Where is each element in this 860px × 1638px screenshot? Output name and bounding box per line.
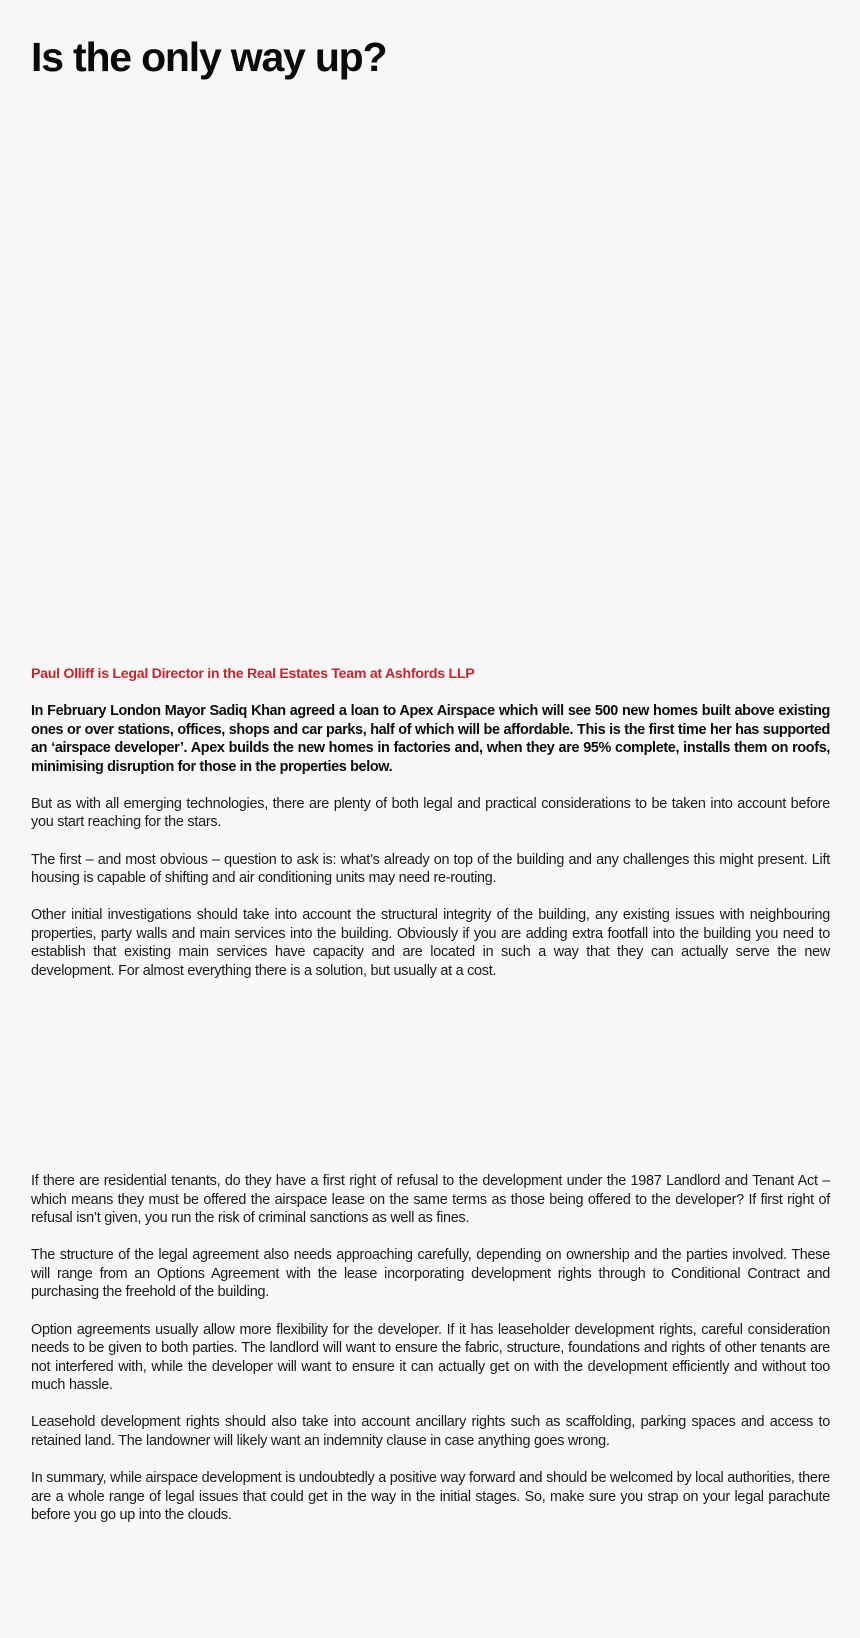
body-paragraph: The first – and most obvious – question to ask is: what’s already on top of the building and any challenges this might present. Lift housing is capable of shifting and air conditioning units may need re-routing. [31, 851, 830, 887]
body-paragraph: Option agreements usually allow more flexibility for the developer. If it has leaseholder development rights, careful consideration needs to be given to both parties. The landlord will want to ensure the fabric, structure, foundations and rights of other tenants are not interfered with, while the developer will want to ensure it can actually get on with the development efficiently and without too much hassle. [31, 1321, 830, 1394]
body-paragraph: In summary, while airspace development is undoubtedly a positive way forward and should be welcomed by local authorities, there are a whole range of legal issues that could get in the way in the initial stages. So, make sure you strap on your legal parachute before you go up into the clouds. [31, 1470, 830, 1524]
body-paragraph: Other initial investigations should take into account the structural integrity of the building, any existing issues with neighbouring properties, party walls and main services into the building. Obviously if you are adding extra footfall into the building you need to establish that existing main services have capacity and are located in such a way that they can actually serve the new development. For almost everything there is a solution, but usually at a cost. [31, 907, 830, 980]
author-byline: Paul Olliff is Legal Director in the Real Estates Team at Ashfords LLP [31, 666, 475, 682]
article-body-bottom [31, 1172, 830, 1543]
body-paragraph: Leasehold development rights should also take into account ancillary rights such as scaffolding, parking spaces and access to retained land. The landowner will likely want an indemnity clause in case anything goes wrong. [31, 1414, 830, 1450]
lead-paragraph: In February London Mayor Sadiq Khan agreed a loan to Apex Airspace which will see 500 new homes built above existing ones or over stations, offices, shops and car parks, half of which will be affordable. This is the first time her has supported an ‘airspace developer’. Apex builds the new homes in factories and, when they are 95% complete, installs them on roofs, minimising disruption for those in the properties below. [31, 703, 830, 775]
article-title: Is the only way up? [31, 34, 387, 80]
body-paragraph: If there are residential tenants, do they have a first right of refusal to the development under the 1987 Landlord and Tenant Act – which means they must be offered the airspace lease on the same terms as those being offered to the developer? If first right of refusal isn’t given, you run the risk of criminal sanctions as well as fines. [31, 1173, 830, 1227]
body-paragraph: But as with all emerging technologies, there are plenty of both legal and practical considerations to be taken into account before you start reaching for the stars. [31, 795, 830, 831]
article-body-top [31, 702, 830, 999]
body-paragraph: The structure of the legal agreement also needs approaching carefully, depending on ownership and the parties involved. These will range from an Options Agreement with the lease incorporating development rights through to Conditional Contract and purchasing the freehold of the building. [31, 1247, 830, 1301]
